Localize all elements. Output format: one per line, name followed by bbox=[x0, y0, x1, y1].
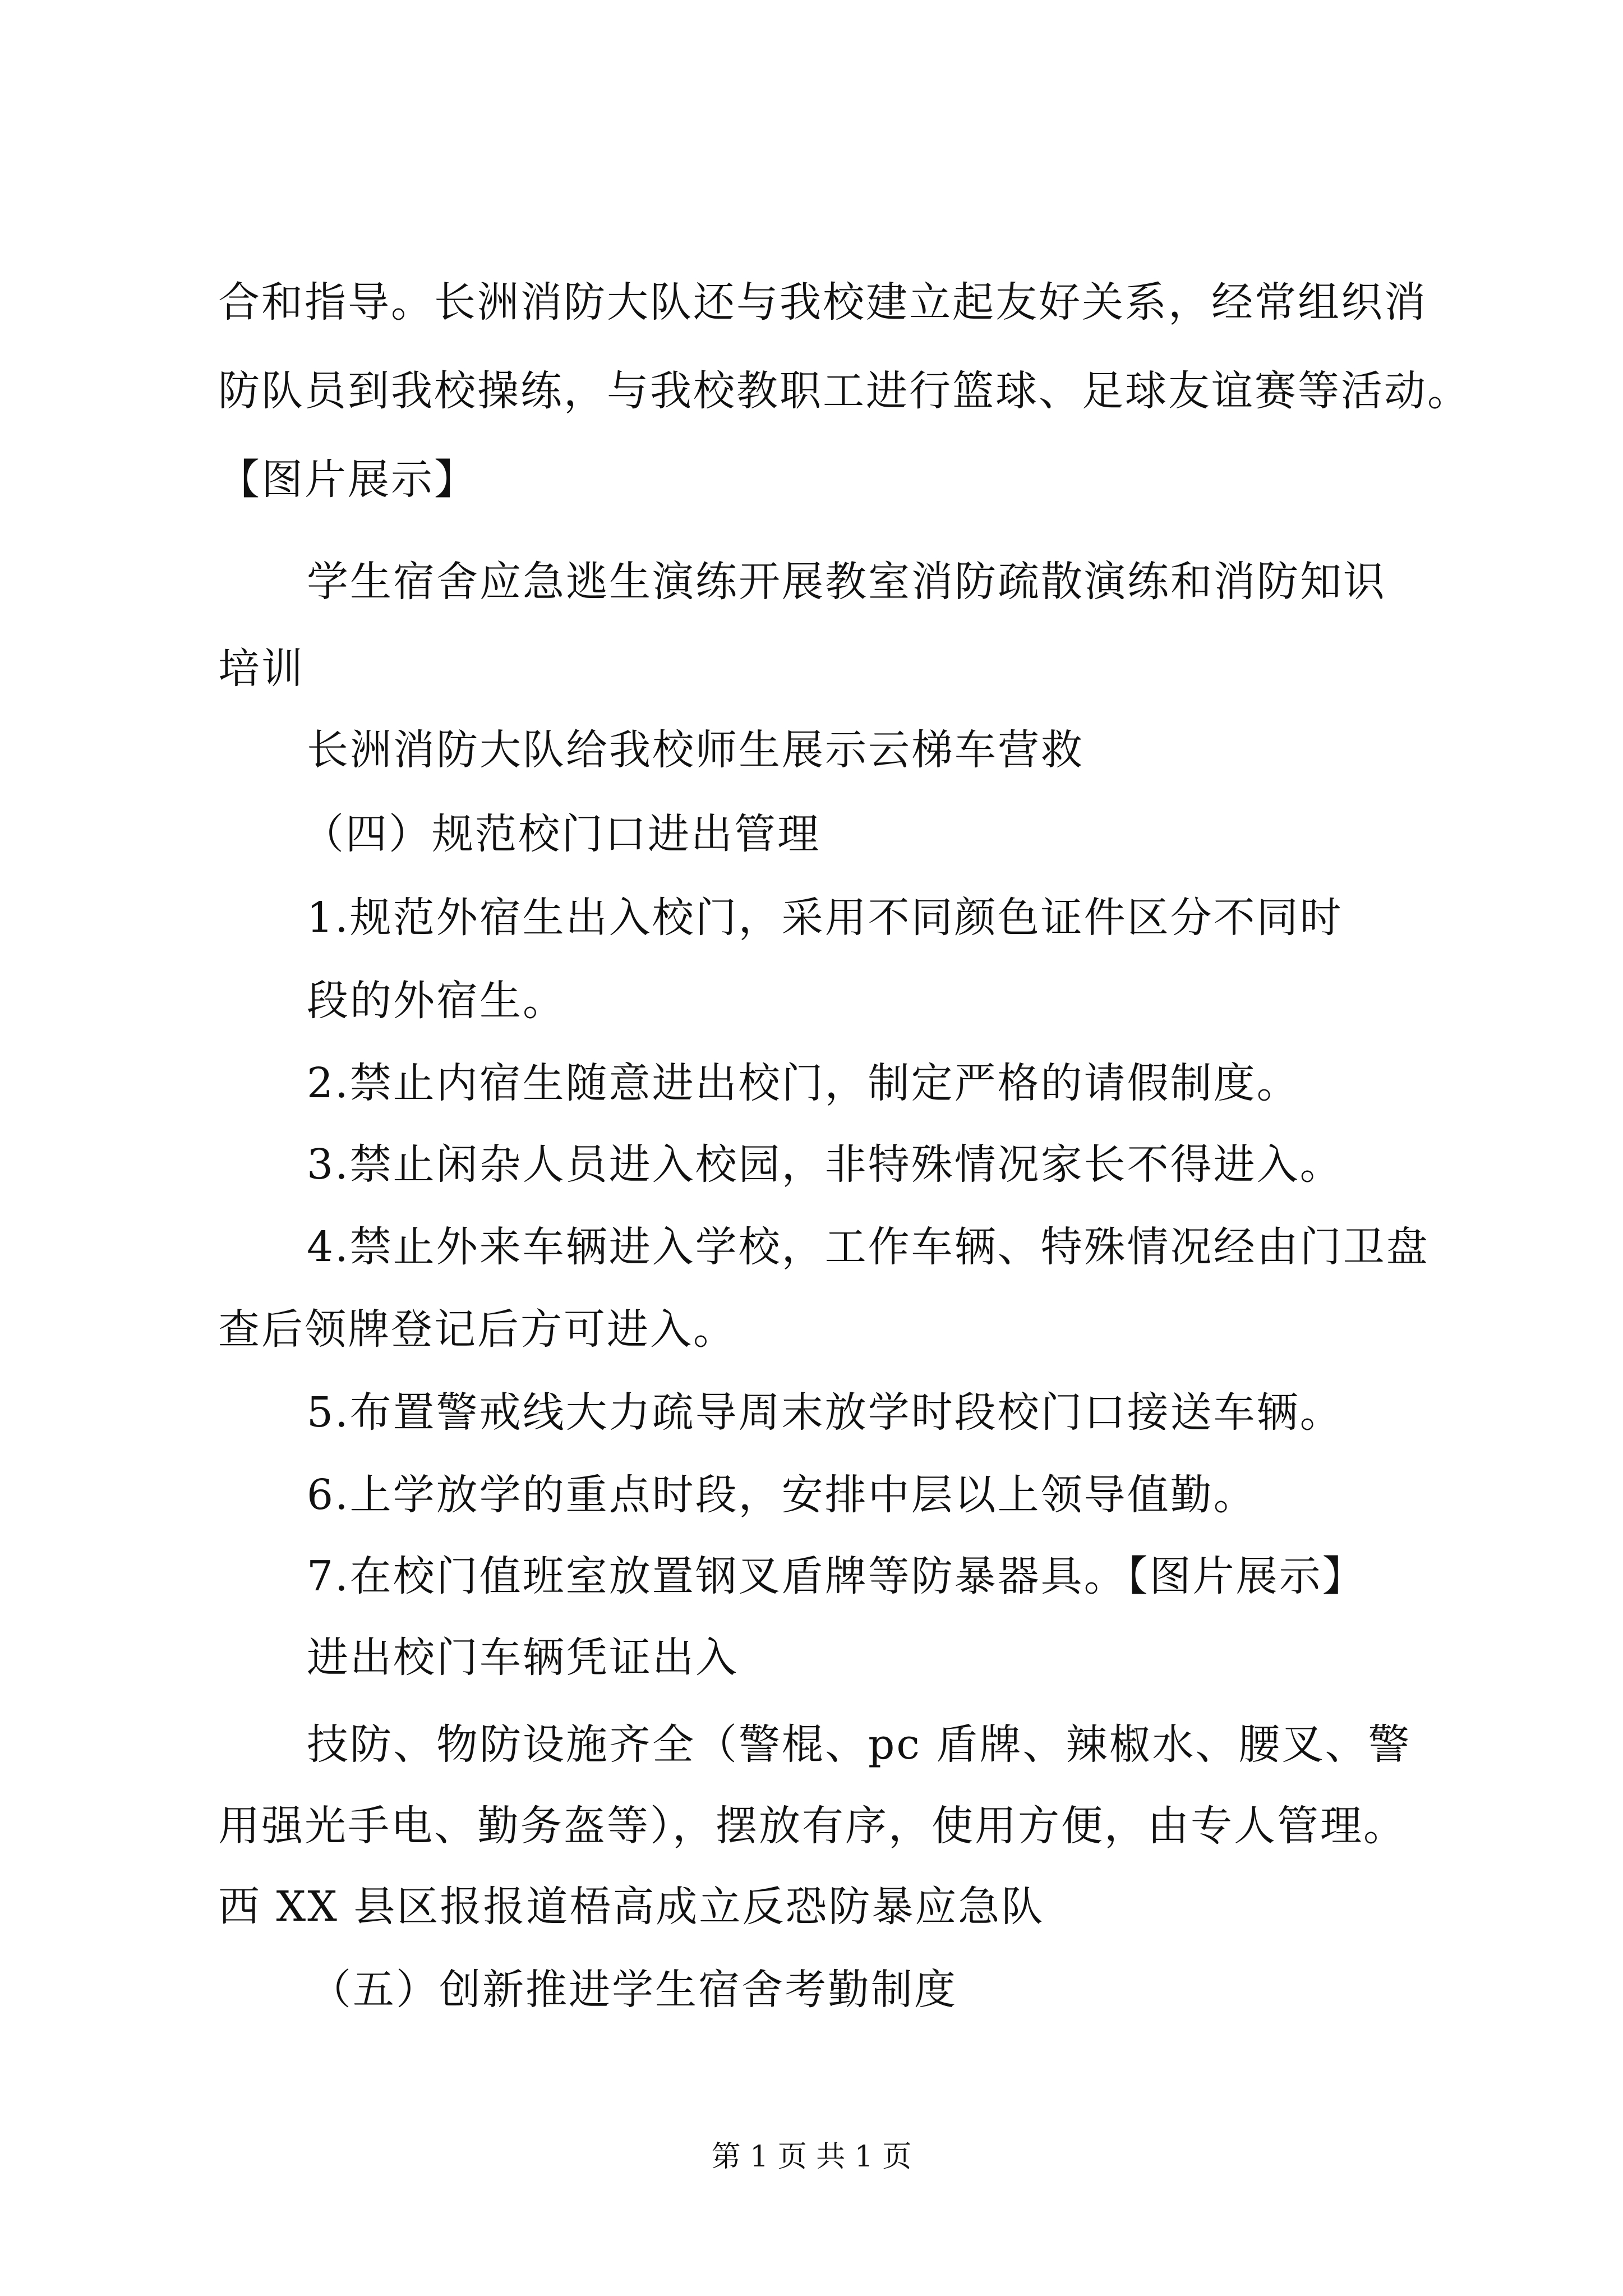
list-item: 3.禁止闲杂人员进入校园，非特殊情况家长不得进入。 bbox=[307, 1140, 1343, 1189]
list-item: 6.上学放学的重点时段，安排中层以上领导值勤。 bbox=[307, 1471, 1257, 1519]
list-item-continuation: 查后领牌登记后方可进入。 bbox=[218, 1305, 736, 1354]
paragraph-line: 合和指导。长洲消防大队还与我校建立起友好关系，经常组织消 bbox=[218, 278, 1427, 326]
list-item: 2.禁止内宿生随意进出校门，制定严格的请假制度。 bbox=[307, 1059, 1300, 1107]
section-heading: （五）创新推进学生宿舍考勤制度 bbox=[310, 1966, 957, 2014]
section-heading: （四）规范校门口进出管理 bbox=[302, 810, 820, 858]
image-placeholder-note: 【图片展示】 bbox=[218, 455, 477, 504]
paragraph-line: 技防、物防设施齐全（警棍、pc 盾牌、辣椒水、腰叉、警 bbox=[307, 1720, 1412, 1769]
paragraph-line: 西 XX 县区报报道梧高成立反恐防暴应急队 bbox=[218, 1883, 1045, 1931]
list-item: 5.布置警戒线大力疏导周末放学时段校门口接送车辆。 bbox=[307, 1388, 1343, 1437]
paragraph-line: 进出校门车辆凭证出入 bbox=[307, 1634, 739, 1682]
list-item: 1.规范外宿生出入校门，采用不同颜色证件区分不同时 bbox=[307, 894, 1343, 942]
list-item: 7.在校门值班室放置钢叉盾牌等防暴器具。【图片展示】 bbox=[307, 1552, 1366, 1600]
list-item: 4.禁止外来车辆进入学校，工作车辆、特殊情况经由门卫盘 bbox=[307, 1223, 1430, 1271]
paragraph-line: 培训 bbox=[218, 645, 305, 693]
paragraph-line: 用强光手电、勤务盔等），摆放有序，使用方便，由专人管理。 bbox=[218, 1802, 1407, 1850]
paragraph-line: 学生宿舍应急逃生演练开展教室消防疏散演练和消防知识 bbox=[307, 558, 1386, 606]
list-item-continuation: 段的外宿生。 bbox=[307, 977, 566, 1025]
paragraph-line: 长洲消防大队给我校师生展示云梯车营救 bbox=[307, 726, 1084, 774]
page-number-footer: 第 1 页 共 1 页 bbox=[711, 2140, 912, 2174]
paragraph-line: 防队员到我校操练，与我校教职工进行篮球、足球友谊赛等活动。 bbox=[218, 367, 1470, 415]
